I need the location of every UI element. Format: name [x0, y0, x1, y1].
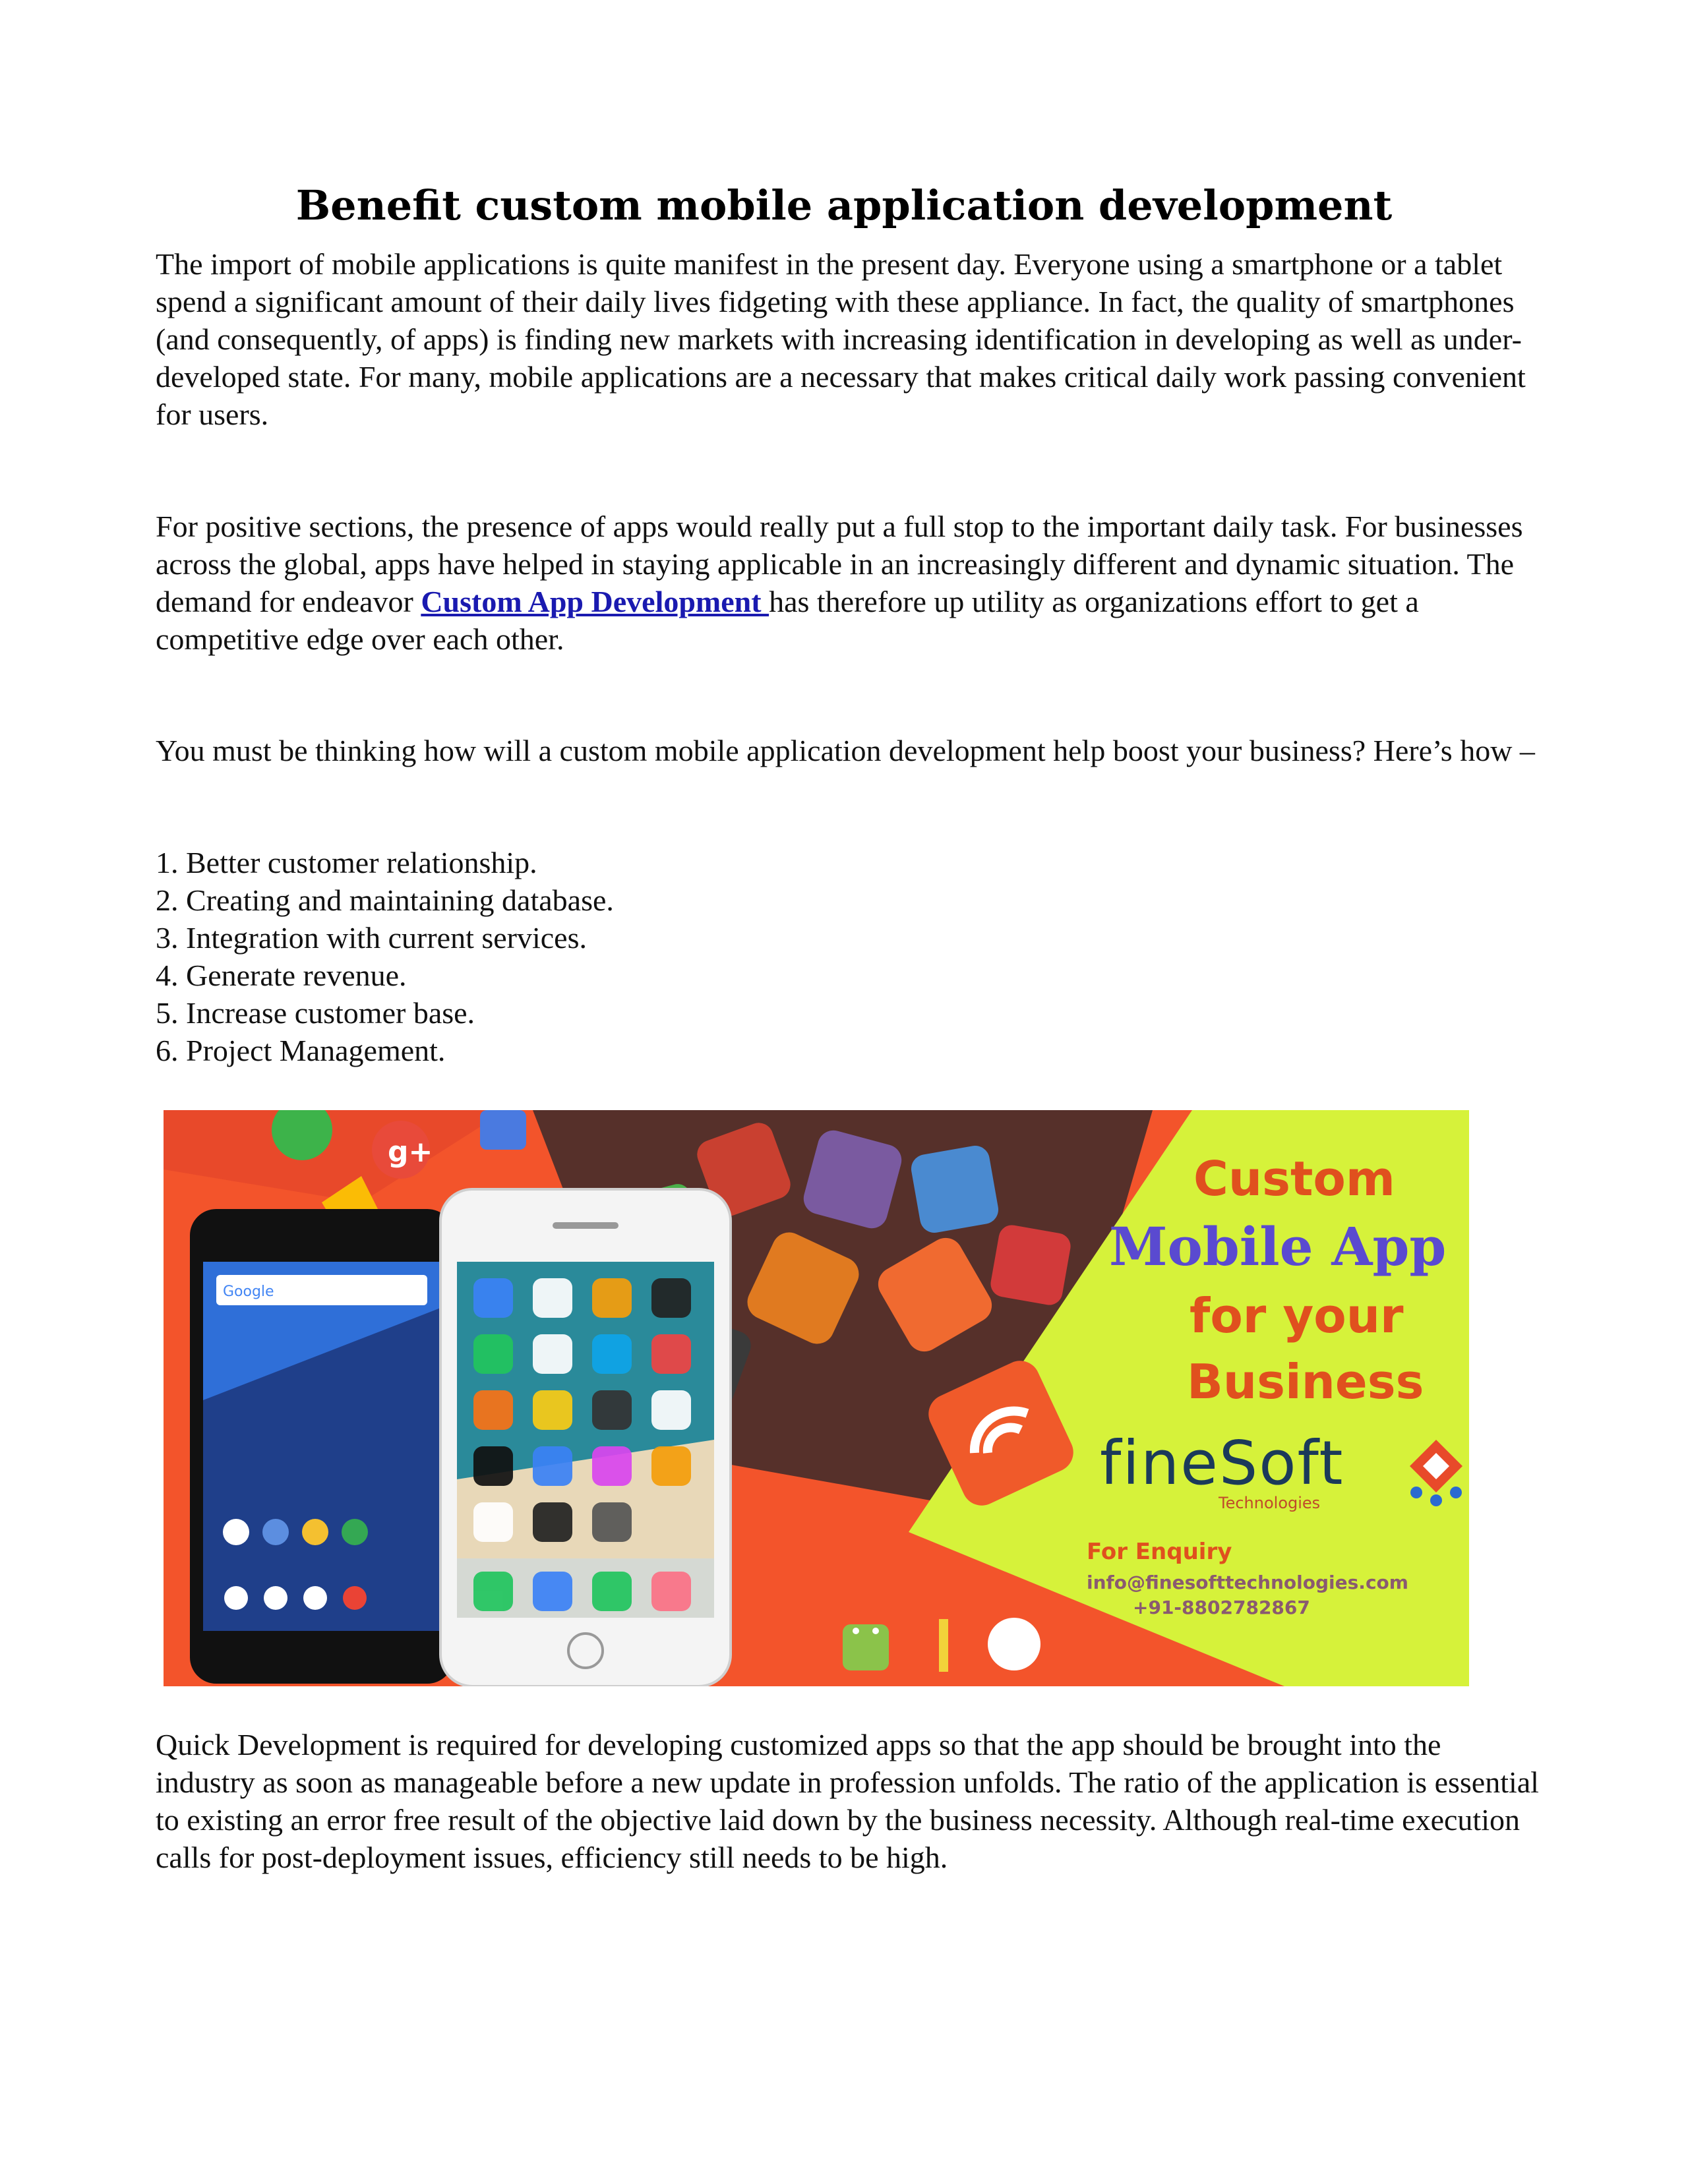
business-paragraph	[156, 508, 1547, 658]
intro-paragraph: The import of mobile applications is quite manifest in the present day. Everyone using a smartphone or a tablet spend a significant amount of their daily lives fidgeting with these appliance. In fact, the quality of smartphones (and consequently, of apps) is finding new markets with increasing identification in developing as well as under-developed state. For many, mobile applications are a necessary that makes critical daily work passing convenient for users.	[156, 247, 1526, 431]
business-paragraph-start: For positive sections, the presence of apps would really put a full stop to the important daily task. For businesses across the global, apps have helped in staying applicable in an increasingly different and dynamic situation. The demand for endeavor	[156, 510, 1523, 618]
list-item: 4. Generate revenue.	[156, 959, 407, 992]
list-item: 2. Creating and maintaining database.	[156, 883, 614, 917]
banner-line-for-your: for your	[1190, 1288, 1404, 1343]
banner-line-mobile-app: Mobile App	[1109, 1216, 1447, 1278]
svg-text:g+: g+	[388, 1135, 433, 1169]
banner-line-business: Business	[1187, 1354, 1424, 1409]
finesoft-logo-text: fineSoft	[1100, 1428, 1344, 1498]
list-item: 3. Integration with current services.	[156, 921, 587, 955]
list-item: 5. Increase customer base.	[156, 996, 475, 1030]
custom-app-development-link[interactable]: Custom App Development	[421, 585, 769, 618]
banner-email: info@finesofttechnologies.com	[1087, 1572, 1408, 1593]
business-paragraph-end: has therefore up utility as organizations effort to get a competitive edge over each other.	[156, 585, 1419, 656]
banner-enquiry-label: For Enquiry	[1087, 1539, 1232, 1565]
development-paragraph: Quick Development is required for developing customized apps so that the app should be brought into the industry as soon as manageable before a new update in profession unfolds. The ratio of the application is essential to existing an error free result of the objective laid down by the business necessity. Although real-time execution calls for post-deployment issues, efficiency still needs to be high.	[156, 1728, 1539, 1874]
phone-search-label: Google	[223, 1284, 274, 1300]
banner-line-custom: Custom	[1193, 1151, 1395, 1206]
list-item: 6. Project Management.	[156, 1034, 446, 1067]
promo-banner-image	[164, 1110, 1469, 1686]
page-title: Benefit custom mobile application development	[295, 181, 1393, 229]
finesoft-logo-subtext: Technologies	[1219, 1494, 1321, 1512]
question-paragraph: You must be thinking how will a custom mobile application development help boost your business? Here’s how –	[156, 734, 1535, 767]
list-item: 1. Better customer relationship.	[156, 846, 537, 879]
banner-phone: +91-8802782867	[1133, 1597, 1310, 1618]
benefits-list	[156, 844, 1547, 1069]
